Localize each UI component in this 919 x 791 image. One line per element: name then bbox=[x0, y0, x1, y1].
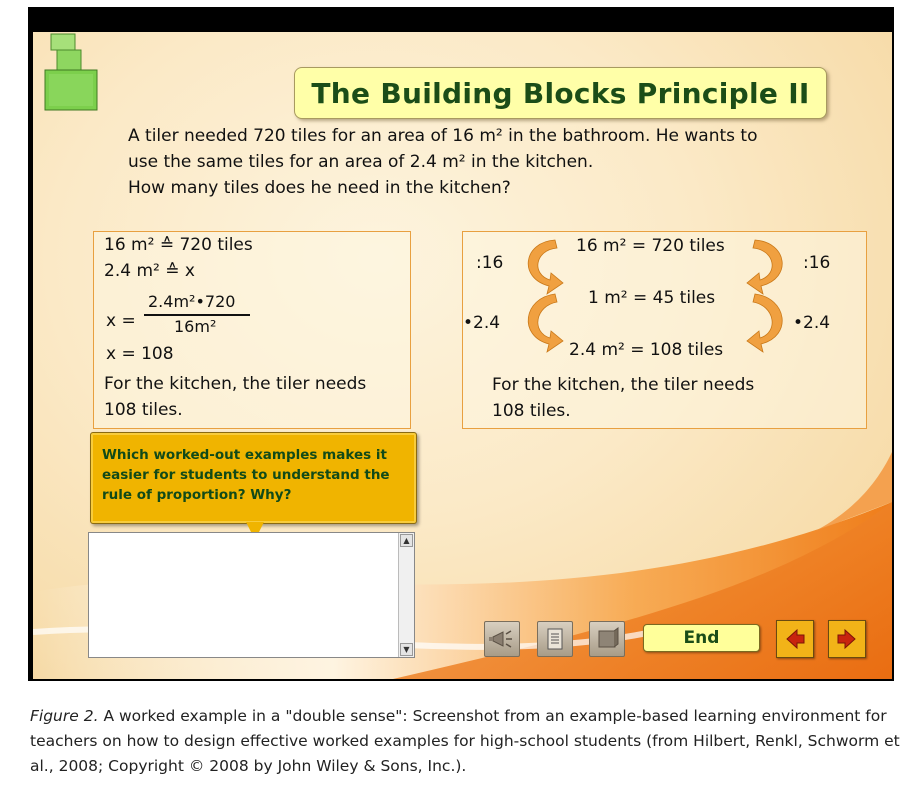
end-button[interactable]: End bbox=[643, 624, 760, 652]
problem-line: A tiler needed 720 tiles for an area of 16 m² in the bathroom. He wants to bbox=[128, 126, 758, 146]
question-text: Which worked-out examples makes it easier for students to understand the rule of proportion? Why? bbox=[102, 447, 390, 503]
answer-scrollbar[interactable] bbox=[398, 533, 414, 657]
scroll-down-button[interactable]: ▼ bbox=[400, 643, 413, 656]
audio-button[interactable] bbox=[484, 621, 520, 657]
answer-textarea[interactable] bbox=[88, 532, 415, 658]
fraction-bar bbox=[144, 314, 250, 316]
operator-label: :16 bbox=[803, 253, 831, 273]
conclusion-line: For the kitchen, the tiler needs bbox=[492, 375, 755, 395]
worked-example-left bbox=[93, 231, 411, 429]
back-button[interactable] bbox=[776, 620, 814, 658]
caption-text: A worked example in a "double sense": Screenshot from an example-based learning environment for teachers on how to design effective worked examples for high-school students (from Hilbert, Renkl, Schworm et al., 2008; Copyright © 2008 by John Wiley & Sons, Inc.). bbox=[30, 707, 900, 775]
page-title: The Building Blocks Principle II bbox=[311, 76, 810, 110]
fraction-numerator: 2.4m²•720 bbox=[148, 292, 236, 311]
result-line: x = 108 bbox=[106, 344, 174, 364]
conclusion-line: 108 tiles. bbox=[492, 401, 571, 421]
app-screen bbox=[33, 32, 892, 679]
arrow-left-icon bbox=[783, 627, 807, 651]
conclusion-line: For the kitchen, the tiler needs bbox=[104, 374, 367, 394]
arrow-right-icon bbox=[835, 627, 859, 651]
operator-label: :16 bbox=[476, 253, 504, 273]
notes-icon bbox=[538, 622, 572, 656]
curved-arrow-icon bbox=[747, 294, 782, 352]
scroll-up-button[interactable]: ▲ bbox=[400, 534, 413, 547]
curved-arrow-icon bbox=[528, 294, 563, 352]
fraction-denominator: 16m² bbox=[174, 317, 217, 336]
equation-line: 2.4 m² ≙ x bbox=[104, 261, 195, 281]
problem-line: use the same tiles for an area of 2.4 m² in the kitchen. bbox=[128, 152, 594, 172]
building-blocks-logo bbox=[37, 32, 103, 112]
forward-button[interactable] bbox=[828, 620, 866, 658]
curved-arrow-icon bbox=[528, 240, 563, 294]
proportion-row: 16 m² = 720 tiles bbox=[576, 236, 725, 256]
notes-button[interactable] bbox=[537, 621, 573, 657]
equation-line: 16 m² ≙ 720 tiles bbox=[104, 235, 253, 255]
proportion-row: 1 m² = 45 tiles bbox=[588, 288, 716, 308]
x-label: x = bbox=[106, 311, 136, 331]
window-button[interactable] bbox=[589, 621, 625, 657]
proportion-row: 2.4 m² = 108 tiles bbox=[569, 340, 724, 360]
figure-label: Figure 2. bbox=[30, 707, 99, 725]
conclusion-line: 108 tiles. bbox=[104, 400, 183, 420]
problem-statement bbox=[128, 123, 848, 201]
title-banner bbox=[294, 67, 827, 119]
worked-example-right bbox=[462, 231, 867, 429]
megaphone-icon bbox=[485, 622, 519, 656]
problem-line: How many tiles does he need in the kitchen? bbox=[128, 178, 511, 198]
operator-label: •2.4 bbox=[463, 313, 501, 333]
window-icon bbox=[590, 622, 624, 656]
operator-label: •2.4 bbox=[793, 313, 831, 333]
figure-caption bbox=[30, 704, 900, 779]
question-bubble bbox=[90, 432, 417, 524]
curved-arrow-icon bbox=[747, 240, 782, 294]
